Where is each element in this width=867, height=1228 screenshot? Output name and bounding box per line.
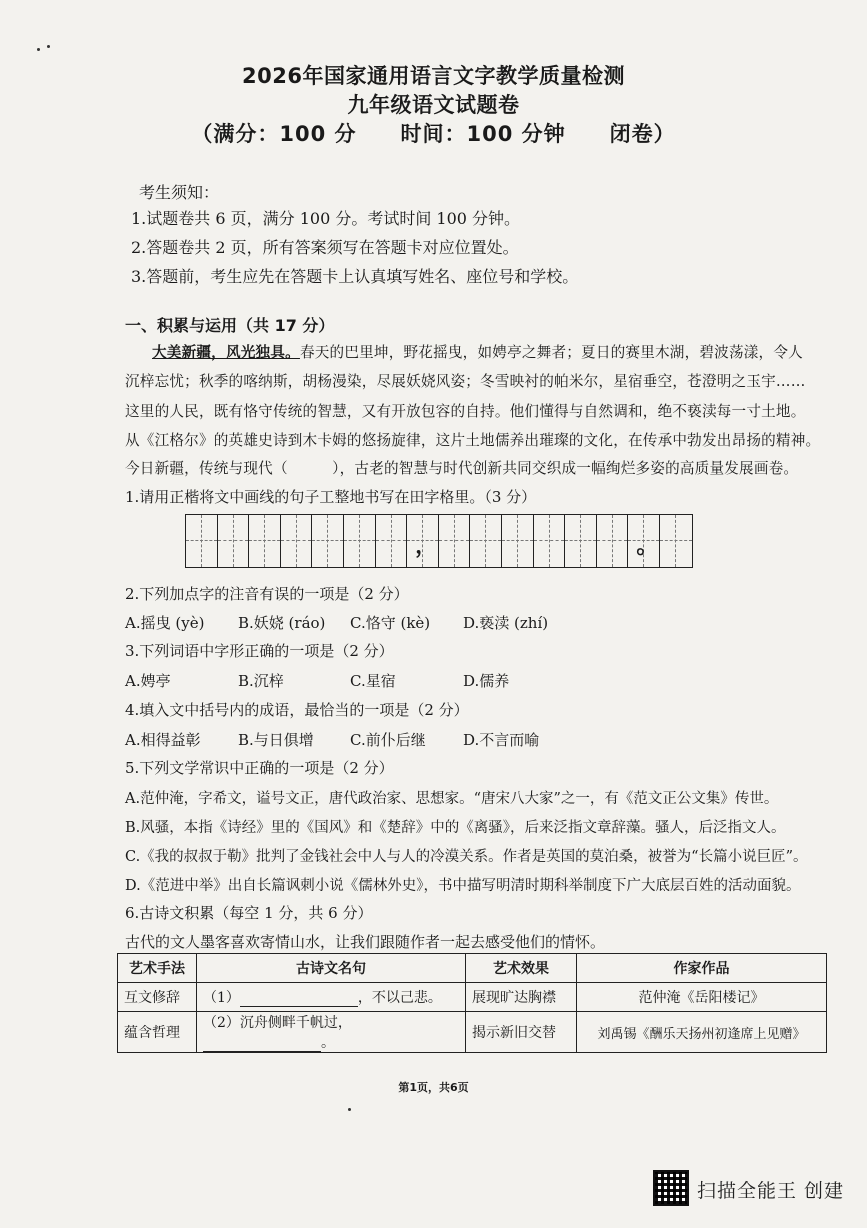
row1-line — [197, 983, 466, 1012]
q2-option-b[interactable]: B.妖娆 (ráo) — [238, 614, 326, 632]
table-row — [118, 983, 827, 1012]
q2-option-a[interactable]: A.摇曳 (yè) — [125, 614, 205, 632]
qr-code-icon — [653, 1170, 689, 1206]
grid-cell[interactable] — [281, 515, 313, 567]
grid-cell[interactable] — [502, 515, 534, 567]
grid-cell[interactable] — [597, 515, 629, 567]
exam-title-line3: （满分：100 分 时间：100 分钟 闭卷） — [191, 122, 676, 146]
notice-item-3: 3.答题前，考生应先在答题卡上认真填写姓名、座位号和学校。 — [131, 267, 579, 286]
page-footer: 第1页，共6页 — [398, 1081, 469, 1094]
grid-cell[interactable] — [376, 515, 408, 567]
scan-speck — [37, 48, 40, 51]
poetry-table — [117, 953, 827, 1053]
table-header-effect: 艺术效果 — [466, 954, 577, 983]
q4-option-b[interactable]: B.与日俱增 — [238, 731, 314, 749]
grid-cell[interactable] — [186, 515, 218, 567]
grid-comma: ， — [415, 533, 438, 559]
question-2: 2.下列加点字的注音有误的一项是（2 分） — [125, 585, 409, 603]
q5-option-b[interactable]: B.风骚，本指《诗经》里的《国风》和《楚辞》中的《离骚》，后来泛指文章辞藻。骚人，后泛指文人。 — [125, 820, 786, 836]
grid-cell[interactable] — [470, 515, 502, 567]
row2-effect: 揭示新旧交替 — [466, 1012, 577, 1053]
passage-line-5: 今日新疆，传统与现代（ ），古老的智慧与时代创新共同交织成一幅绚烂多姿的高质量发展画卷。 — [125, 460, 799, 477]
grid-cell[interactable] — [312, 515, 344, 567]
table-header-row — [118, 954, 827, 983]
notice-item-2: 2.答题卷共 2 页，所有答案须写在答题卡对应位置处。 — [131, 238, 519, 257]
scan-speck — [348, 1108, 351, 1111]
row2-method: 蕴含哲理 — [118, 1012, 197, 1053]
tianzige-grid[interactable] — [185, 514, 693, 568]
q3-option-d[interactable]: D.儒养 — [463, 672, 510, 690]
q4-option-a[interactable]: A.相得益彰 — [125, 731, 201, 749]
exam-title-line1: 2026年国家通用语言文字教学质量检测 — [242, 64, 625, 88]
passage-line-3: 这里的人民，既有恪守传统的智慧，又有开放包容的自持。他们懂得与自然调和，绝不亵渎每一寸土地。 — [125, 403, 806, 420]
row2-answer-blank[interactable] — [203, 1037, 321, 1052]
passage-line-4: 从《江格尔》的英雄史诗到木卡姆的悠扬旋律，这片土地儒养出璀璨的文化，在传承中勃发出昂扬的精神。 — [125, 432, 821, 449]
row2-line — [197, 1012, 466, 1053]
row1-effect: 展现旷达胸襟 — [466, 983, 577, 1012]
grid-cell[interactable] — [565, 515, 597, 567]
row1-work: 范仲淹《岳阳楼记》 — [577, 983, 827, 1012]
row1-method: 互文修辞 — [118, 983, 197, 1012]
q2-option-c[interactable]: C.恪守 (kè) — [350, 614, 431, 632]
question-1: 1.请用正楷将文中画线的句子工整地书写在田字格里。（3 分） — [125, 488, 537, 506]
passage-line-2: 沉梓忘忧；秋季的喀纳斯，胡杨漫染，尽展妖娆风姿；冬雪映衬的帕米尔，星宿垂空，苍澄明之玉宇…… — [125, 373, 806, 390]
q4-option-d[interactable]: D.不言而喻 — [463, 731, 540, 749]
scan-speck — [47, 45, 50, 48]
scanner-watermark: 扫描全能王 创建 — [697, 1180, 845, 1202]
q4-option-c[interactable]: C.前仆后继 — [350, 731, 426, 749]
grid-period: 。 — [636, 533, 659, 559]
grid-cell[interactable] — [439, 515, 471, 567]
question-3: 3.下列词语中字形正确的一项是（2 分） — [125, 642, 394, 660]
table-row — [118, 1012, 827, 1053]
grid-cell[interactable] — [344, 515, 376, 567]
question-4: 4.填入文中括号内的成语，最恰当的一项是（2 分） — [125, 701, 469, 719]
notice-heading: 考生须知： — [139, 183, 220, 202]
row1-answer-blank[interactable] — [240, 992, 358, 1007]
passage-line-1-rest: 春天的巴里坤，野花摇曳，如娉亭之舞者；夏日的赛里木湖，碧波荡漾，令人 — [299, 344, 803, 361]
grid-cell-period[interactable] — [628, 515, 660, 567]
q3-option-a[interactable]: A.娉亭 — [125, 672, 171, 690]
q2-option-d[interactable]: D.亵渎 (zhí) — [463, 614, 549, 632]
section-heading: 一、积累与运用（共 17 分） — [125, 316, 335, 335]
notice-item-1: 1.试题卷共 6 页，满分 100 分。考试时间 100 分钟。 — [131, 209, 521, 228]
exam-title-line2: 九年级语文试题卷 — [347, 93, 520, 117]
q5-option-a[interactable]: A.范仲淹，字希文，谥号文正，唐代政治家、思想家。“唐宋八大家”之一，有《范文正公文集》传世。 — [125, 791, 779, 807]
question-6-intro: 古代的文人墨客喜欢寄情山水，让我们跟随作者一起去感受他们的情怀。 — [125, 933, 606, 951]
passage-underlined-sentence: 大美新疆，风光独具。 — [152, 344, 300, 361]
row2-line-suffix: 。 — [321, 1035, 335, 1051]
grid-cell[interactable] — [218, 515, 250, 567]
q3-option-c[interactable]: C.星宿 — [350, 672, 396, 690]
grid-cell[interactable] — [249, 515, 281, 567]
table-header-method: 艺术手法 — [118, 954, 197, 983]
table-header-line: 古诗文名句 — [197, 954, 466, 983]
grid-cell-comma[interactable] — [407, 515, 439, 567]
q5-option-d[interactable]: D.《范进中举》出自长篇讽刺小说《儒林外史》，书中描写明清时期科举制度下广大底层百姓的活动面貌。 — [125, 878, 801, 894]
row2-work: 刘禹锡《酬乐天扬州初逢席上见赠》 — [577, 1012, 827, 1053]
question-6: 6.古诗文积累（每空 1 分，共 6 分） — [125, 904, 373, 922]
grid-cell[interactable] — [660, 515, 692, 567]
grid-cell[interactable] — [534, 515, 566, 567]
q3-option-b[interactable]: B.沉梓 — [238, 672, 284, 690]
row1-line-suffix: ，不以己悲。 — [357, 990, 442, 1006]
passage-line-1 — [152, 341, 803, 362]
question-5: 5.下列文学常识中正确的一项是（2 分） — [125, 759, 394, 777]
q5-option-c[interactable]: C.《我的叔叔于勒》批判了金钱社会中人与人的冷漠关系。作者是英国的莫泊桑，被誉为“长篇小说巨匠”。 — [125, 849, 808, 865]
row2-line-prefix: （2）沉舟侧畔千帆过， — [203, 1015, 352, 1031]
table-header-work: 作家作品 — [577, 954, 827, 983]
row1-line-prefix: （1） — [203, 990, 240, 1006]
